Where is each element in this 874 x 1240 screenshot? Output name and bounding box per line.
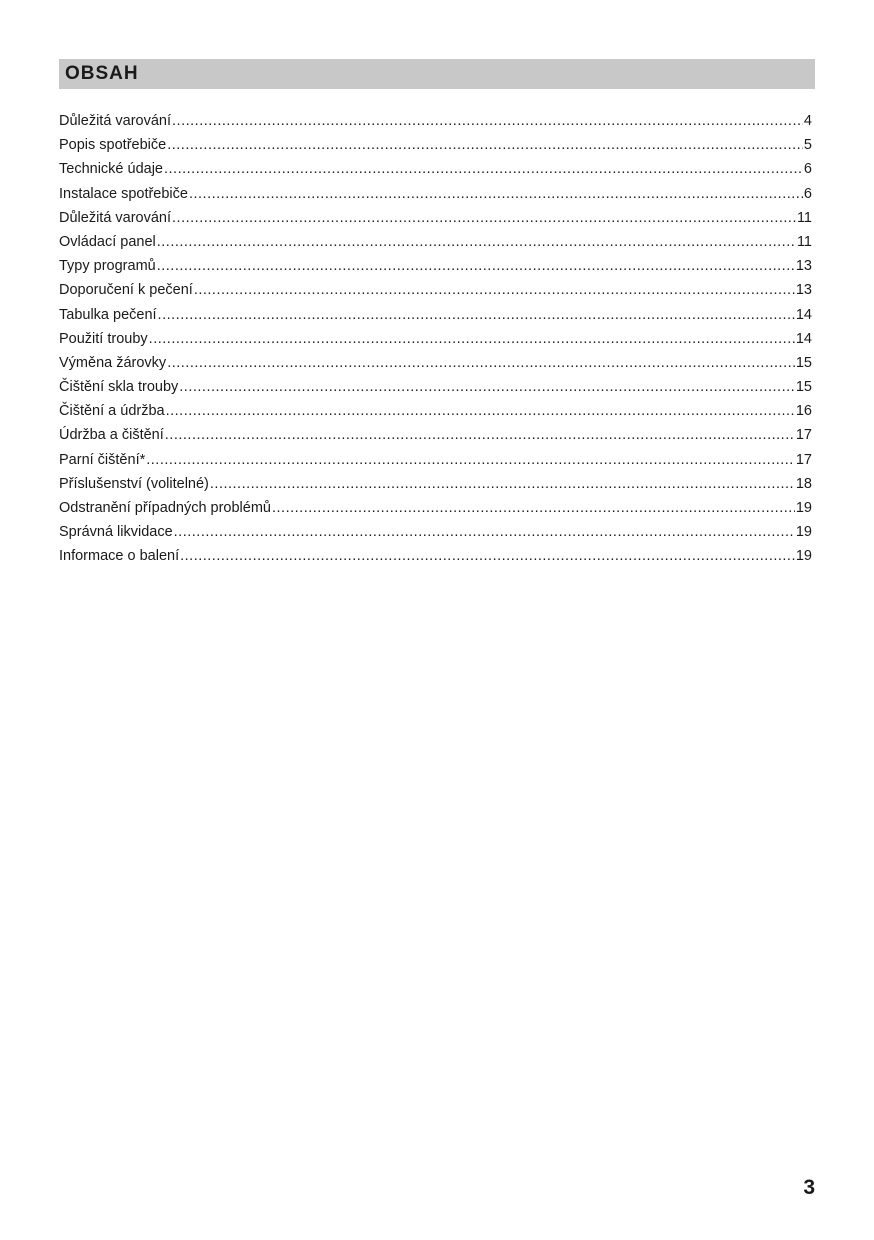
toc-dot-leader (172, 206, 796, 230)
toc-dot-leader (149, 327, 795, 351)
toc-entry-title: Informace o balení (59, 548, 180, 565)
toc-entry-page: 18 (795, 475, 812, 492)
toc-entry[interactable] (59, 496, 812, 520)
toc-entry-title: Tabulka pečení (59, 306, 157, 323)
toc-dot-leader (158, 303, 795, 327)
toc-entry-title: Příslušenství (volitelné) (59, 475, 209, 492)
page-number: 3 (803, 1176, 815, 1199)
toc-entry-page: 5 (803, 137, 812, 154)
toc-entry-page: 15 (795, 354, 812, 371)
toc-entry-title: Údržba a čištění (59, 427, 164, 444)
section-header (59, 59, 815, 89)
toc-entry-title: Čištění skla trouby (59, 379, 179, 396)
toc-dot-leader (165, 423, 795, 447)
toc-entry[interactable] (59, 230, 812, 254)
toc-dot-leader (157, 230, 796, 254)
toc-entry-page: 17 (795, 451, 812, 468)
toc-entry[interactable] (59, 327, 812, 351)
toc-entry-title: Parní čištění* (59, 451, 146, 468)
toc-entry[interactable] (59, 182, 812, 206)
toc-entry-title: Výměna žárovky (59, 354, 167, 371)
toc-entry-page: 6 (803, 185, 812, 202)
toc-entry[interactable] (59, 472, 812, 496)
toc-dot-leader (167, 133, 803, 157)
toc-dot-leader (180, 544, 795, 568)
toc-dot-leader (146, 448, 795, 472)
toc-entry-page: 19 (795, 524, 812, 541)
toc-entry[interactable] (59, 109, 812, 133)
toc-entry-title: Čištění a údržba (59, 403, 165, 420)
toc-dot-leader (164, 157, 803, 181)
toc-entry[interactable] (59, 448, 812, 472)
toc-entry-page: 19 (795, 500, 812, 516)
toc-entry[interactable] (59, 351, 812, 375)
toc-entry-page: 13 (795, 282, 812, 299)
toc-entry-page: 6 (803, 161, 812, 178)
toc-dot-leader (179, 375, 795, 399)
toc-entry[interactable] (59, 254, 812, 278)
toc-dot-leader (189, 182, 803, 206)
toc-entry-title: Technické údaje (59, 161, 163, 178)
table-of-contents (59, 109, 812, 569)
toc-entry[interactable] (59, 520, 812, 544)
toc-entry-page: 11 (796, 233, 812, 250)
toc-entry-title: Popis spotřebiče (59, 137, 167, 154)
toc-dot-leader (172, 109, 803, 133)
toc-dot-leader (194, 278, 795, 302)
toc-dot-leader (166, 399, 795, 423)
toc-entry-title: Důležitá varování (59, 209, 172, 226)
toc-entry[interactable] (59, 423, 812, 447)
toc-entry-page: 4 (803, 113, 812, 129)
toc-entry-title: Instalace spotřebiče (59, 185, 188, 202)
toc-entry[interactable] (59, 303, 812, 327)
toc-entry-page: 19 (795, 548, 812, 565)
toc-entry-title: Důležitá varování (59, 113, 172, 129)
toc-entry-page: 15 (795, 379, 812, 396)
toc-dot-leader (272, 496, 795, 520)
toc-entry[interactable] (59, 206, 812, 230)
toc-entry[interactable] (59, 133, 812, 157)
toc-dot-leader (157, 254, 795, 278)
toc-entry-title: Doporučení k pečení (59, 282, 193, 299)
toc-dot-leader (210, 472, 795, 496)
toc-entry[interactable] (59, 544, 812, 568)
toc-entry[interactable] (59, 399, 812, 423)
page-title: OBSAH (65, 63, 139, 84)
toc-entry-title: Typy programů (59, 258, 156, 275)
toc-entry-page: 14 (795, 306, 812, 323)
toc-entry-page: 14 (795, 330, 812, 347)
toc-entry-page: 16 (795, 403, 812, 420)
toc-entry[interactable] (59, 157, 812, 181)
toc-dot-leader (174, 520, 795, 544)
toc-dot-leader (167, 351, 795, 375)
toc-entry[interactable] (59, 375, 812, 399)
toc-entry-title: Ovládací panel (59, 233, 156, 250)
toc-entry[interactable] (59, 278, 812, 302)
toc-entry-title: Odstranění případných problémů (59, 500, 271, 516)
toc-entry-title: Správná likvidace (59, 524, 173, 541)
toc-entry-page: 17 (795, 427, 812, 444)
toc-entry-page: 13 (795, 258, 812, 275)
toc-entry-title: Použití trouby (59, 330, 148, 347)
toc-entry-page: 11 (796, 209, 812, 226)
